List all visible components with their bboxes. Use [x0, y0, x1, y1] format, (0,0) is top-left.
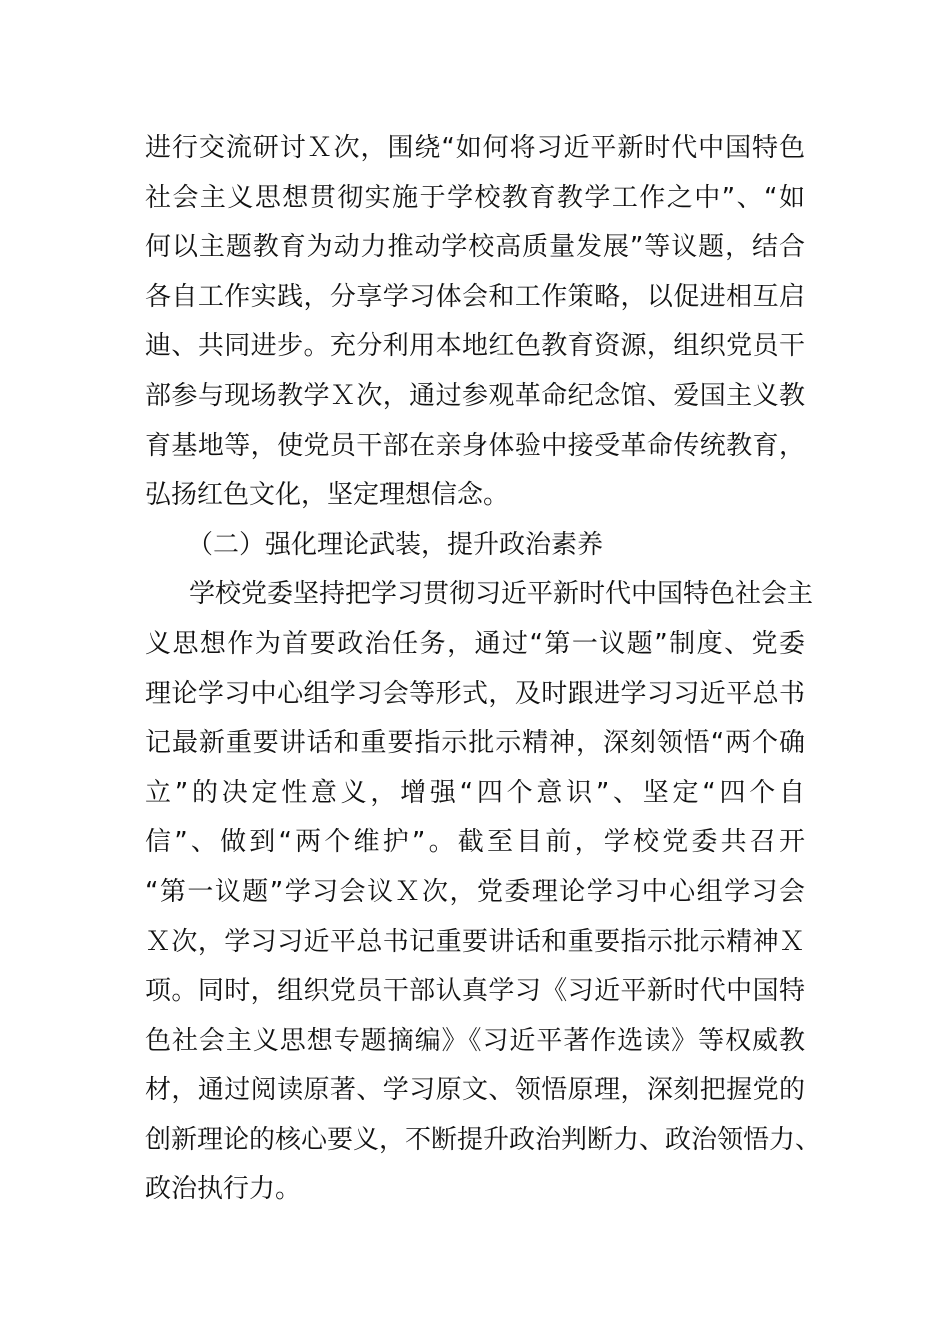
paragraph-line: 各自工作实践，分享学习体会和工作策略，以促进相互启	[145, 281, 805, 312]
paragraph-line: 育基地等，使党员干部在亲身体验中接受革命传统教育，	[145, 430, 805, 461]
paragraph-line: 立”的决定性意义，增强“四个意识”、坚定“四个自	[145, 777, 805, 808]
paragraph-line: 记最新重要讲话和重要指示批示精神，深刻领悟“两个确	[145, 728, 805, 759]
paragraph-line: Ｘ次，学习习近平总书记重要讲话和重要指示批示精神Ｘ	[145, 926, 805, 957]
document-body	[145, 124, 822, 1215]
paragraph-line: 政治执行力。	[145, 1174, 302, 1205]
paragraph-line: 进行交流研讨Ｘ次，围绕“如何将习近平新时代中国特色	[145, 133, 805, 163]
paragraph-line: 弘扬红色文化，坚定理想信念。	[145, 480, 510, 511]
paragraph-line: 义思想作为首要政治任务，通过“第一议题”制度、党委	[145, 628, 805, 659]
section-heading: （二）强化理论武装，提升政治素养	[187, 529, 604, 560]
paragraph-line: 社会主义思想贯彻实施于学校教育教学工作之中”、“如	[145, 182, 805, 213]
paragraph-line: 创新理论的核心要义，不断提升政治判断力、政治领悟力、	[145, 1124, 822, 1155]
paragraph-line: 学校党委坚持把学习贯彻习近平新时代中国特色社会主	[189, 579, 814, 610]
paragraph-line: 色社会主义思想专题摘编》《习近平著作选读》等权威教	[145, 1025, 805, 1056]
paragraph-line: 材，通过阅读原著、学习原文、领悟原理，深刻把握党的	[145, 1075, 805, 1106]
paragraph-line: 理论学习中心组学习会等形式，及时跟进学习习近平总书	[145, 678, 805, 709]
paragraph-line: 部参与现场教学Ｘ次，通过参观革命纪念馆、爱国主义教	[145, 380, 805, 411]
paragraph-line: 迪、共同进步。充分利用本地红色教育资源，组织党员干	[145, 331, 805, 362]
paragraph-line: 何以主题教育为动力推动学校高质量发展”等议题，结合	[145, 232, 805, 263]
paragraph-line: 信”、做到“两个维护”。截至目前，学校党委共召开	[145, 827, 805, 858]
paragraph-line: “第一议题”学习会议Ｘ次，党委理论学习中心组学习会	[145, 876, 805, 907]
paragraph-line: 项。同时，组织党员干部认真学习《习近平新时代中国特	[145, 976, 805, 1007]
